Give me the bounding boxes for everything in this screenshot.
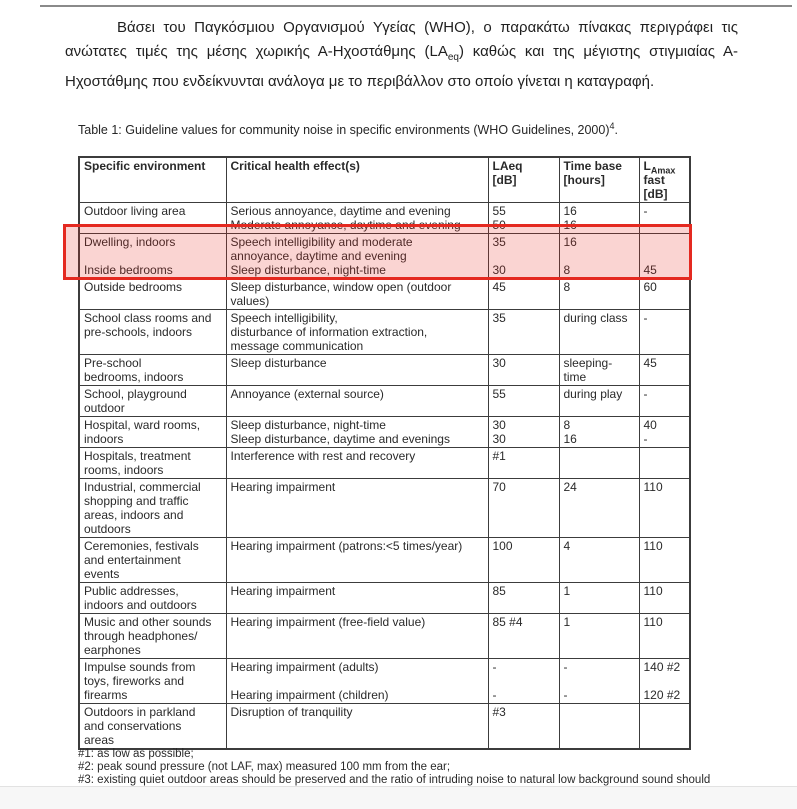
cell-line: Disruption of tranquility bbox=[230, 705, 353, 719]
cell-time bbox=[559, 704, 639, 750]
cell-line: toys, fireworks and bbox=[84, 674, 185, 688]
cell-line: firearms bbox=[84, 688, 128, 702]
table-row bbox=[79, 310, 690, 355]
cell-laeq bbox=[488, 614, 559, 659]
cell-line: 16 bbox=[563, 204, 577, 218]
table-row bbox=[79, 234, 690, 279]
cell-line: sleeping- bbox=[563, 356, 613, 370]
cell-line bbox=[644, 705, 686, 719]
cell-line: Hospitals, treatment bbox=[84, 449, 191, 463]
cell-line: - bbox=[563, 660, 568, 674]
cell-line: Dwelling, indoors bbox=[84, 235, 176, 249]
cell-line: shopping and traffic bbox=[84, 494, 189, 508]
cell-line: 35 bbox=[492, 235, 506, 249]
cell-time bbox=[559, 583, 639, 614]
cell-line: events bbox=[84, 567, 120, 581]
cell-env bbox=[79, 279, 226, 310]
cell-effect bbox=[226, 417, 488, 448]
intro-text-2: ) καθώς και της μέγιστης στιγμιαίας Α-Ηχοστάθμης που ενδείκνυνται ανάλογα με το περιβάλλον στο οποίο γίνεται η καταγραφή. bbox=[65, 43, 738, 90]
cell-line: 110 bbox=[643, 539, 663, 553]
cell-env bbox=[79, 417, 226, 448]
cell-env bbox=[79, 538, 226, 583]
cell-line: 120 #2 bbox=[643, 688, 681, 702]
cell-line: Outdoors in parkland bbox=[84, 705, 196, 719]
footnotes-block bbox=[78, 748, 710, 787]
table-row bbox=[79, 355, 690, 386]
cell-laeq bbox=[488, 417, 559, 448]
cell-laeq bbox=[488, 448, 559, 479]
cell-laeq bbox=[488, 279, 559, 310]
table-body bbox=[79, 203, 690, 750]
cell-laeq bbox=[488, 386, 559, 417]
cell-line: Ceremonies, festivals bbox=[84, 539, 199, 553]
cell-line: 70 bbox=[492, 480, 506, 494]
cell-line: 1 bbox=[563, 584, 571, 598]
cell-line: 55 bbox=[492, 387, 506, 401]
cell-effect bbox=[226, 583, 488, 614]
cell-line: earphones bbox=[84, 643, 141, 657]
cell-effect bbox=[226, 234, 488, 279]
cell-line: School class rooms and bbox=[84, 311, 212, 325]
table-row bbox=[79, 448, 690, 479]
cell-env bbox=[79, 479, 226, 538]
cell-time bbox=[559, 417, 639, 448]
cell-line: 30 bbox=[492, 263, 506, 277]
cell-line bbox=[493, 674, 555, 688]
cell-time bbox=[559, 448, 639, 479]
cell-line bbox=[84, 249, 222, 263]
cell-line: 50 bbox=[492, 218, 506, 232]
cell-line: Moderate annoyance, daytime and evening bbox=[230, 218, 461, 232]
cell-line bbox=[564, 249, 635, 263]
header-time-base: Time base [hours] bbox=[559, 157, 639, 203]
header-specific-environment: Specific environment bbox=[79, 157, 226, 203]
cell-effect bbox=[226, 355, 488, 386]
cell-line: 8 bbox=[563, 280, 571, 294]
cell-line: Sleep disturbance, daytime and evenings bbox=[230, 432, 450, 446]
cell-lamax bbox=[639, 448, 690, 479]
cell-line: School, playground bbox=[84, 387, 187, 401]
cell-line bbox=[644, 674, 686, 688]
cell-lamax bbox=[639, 386, 690, 417]
caption-text: Table 1: Guideline values for community noise in specific environments (WHO Guidelines, 2000) bbox=[78, 123, 610, 138]
cell-line: outdoor bbox=[84, 401, 125, 415]
cell-effect bbox=[226, 704, 488, 750]
cell-line: outdoors bbox=[84, 522, 131, 536]
cell-line: 60 bbox=[643, 280, 657, 294]
cell-line: 16 bbox=[563, 218, 577, 232]
cell-line: Hearing impairment (patrons:<5 times/year) bbox=[230, 539, 463, 553]
cell-line: Public addresses, bbox=[84, 584, 179, 598]
cell-line: indoors and outdoors bbox=[84, 598, 197, 612]
cell-line: Inside bedrooms bbox=[84, 263, 173, 277]
table-row bbox=[79, 479, 690, 538]
cell-line: pre-schools, indoors bbox=[84, 325, 193, 339]
cell-lamax bbox=[639, 279, 690, 310]
cell-line bbox=[564, 674, 635, 688]
cell-line: Serious annoyance, daytime and evening bbox=[230, 204, 451, 218]
cell-laeq bbox=[488, 355, 559, 386]
cell-line: areas, indoors and bbox=[84, 508, 184, 522]
cell-line: - bbox=[643, 204, 648, 218]
cell-line: - bbox=[563, 688, 568, 702]
cell-env bbox=[79, 234, 226, 279]
cell-lamax bbox=[639, 704, 690, 750]
footnote-3: #3: existing quiet outdoor areas should be preserved and the ratio of intruding noise to natural low background sound should bbox=[78, 774, 711, 786]
cell-line: Industrial, commercial bbox=[84, 480, 201, 494]
cell-line: - bbox=[643, 387, 648, 401]
cell-line: Sleep disturbance, window open (outdoor bbox=[230, 280, 452, 294]
header-laeq: LAeq [dB] bbox=[488, 157, 559, 203]
cell-line: - bbox=[492, 660, 497, 674]
intro-paragraph bbox=[65, 16, 738, 94]
cell-lamax bbox=[639, 479, 690, 538]
cell-line: Hospital, ward rooms, bbox=[84, 418, 201, 432]
cell-line: areas bbox=[84, 733, 115, 747]
cell-env bbox=[79, 614, 226, 659]
cell-line: Sleep disturbance bbox=[230, 356, 327, 370]
cell-line bbox=[644, 235, 686, 249]
footnote-2: #2: peak sound pressure (not LAF, max) measured 100 mm from the ear; bbox=[78, 761, 451, 773]
cell-line bbox=[644, 449, 686, 463]
cell-laeq bbox=[488, 310, 559, 355]
cell-line: 40 bbox=[643, 418, 657, 432]
cell-line: Sleep disturbance, night-time bbox=[230, 418, 386, 432]
cell-time bbox=[559, 234, 639, 279]
cell-line: 35 bbox=[492, 311, 506, 325]
table-row bbox=[79, 538, 690, 583]
cell-line: Pre-school bbox=[84, 356, 142, 370]
cell-env bbox=[79, 203, 226, 234]
cell-effect bbox=[226, 386, 488, 417]
cell-line bbox=[493, 249, 555, 263]
cell-line: 16 bbox=[563, 235, 577, 249]
table-caption bbox=[78, 121, 618, 137]
cell-effect bbox=[226, 310, 488, 355]
cell-line: - bbox=[643, 311, 648, 325]
cell-line: 45 bbox=[492, 280, 506, 294]
cell-line: values) bbox=[230, 294, 270, 308]
cell-line: 140 #2 bbox=[643, 660, 681, 674]
header-lamax: $L_{Amax}$ fast [dB] bbox=[639, 157, 690, 203]
cell-laeq bbox=[488, 234, 559, 279]
cell-time bbox=[559, 479, 639, 538]
cell-time bbox=[559, 310, 639, 355]
cell-line: 16 bbox=[563, 432, 577, 446]
cell-line: - bbox=[643, 432, 648, 446]
cell-line: 85 #4 bbox=[492, 615, 523, 629]
cell-line: indoors bbox=[84, 432, 124, 446]
cell-line: Outside bedrooms bbox=[84, 280, 183, 294]
cell-line: 1 bbox=[563, 615, 571, 629]
cell-lamax bbox=[639, 659, 690, 704]
cell-lamax bbox=[639, 614, 690, 659]
page-top-rule bbox=[40, 5, 792, 7]
table-row bbox=[79, 203, 690, 234]
noise-guideline-table bbox=[78, 156, 691, 750]
cell-line: Outdoor living area bbox=[84, 204, 186, 218]
table-header-row bbox=[79, 157, 690, 203]
cell-line: through headphones/ bbox=[84, 629, 198, 643]
cell-lamax bbox=[639, 310, 690, 355]
cell-env bbox=[79, 704, 226, 750]
table-row bbox=[79, 279, 690, 310]
cell-line: Hearing impairment (adults) bbox=[230, 660, 379, 674]
cell-line: annoyance, daytime and evening bbox=[230, 249, 407, 263]
table-row bbox=[79, 417, 690, 448]
cell-line: Music and other sounds bbox=[84, 615, 212, 629]
cell-line: 100 bbox=[492, 539, 513, 553]
cell-line: 110 bbox=[643, 615, 663, 629]
cell-line: and entertainment bbox=[84, 553, 181, 567]
cell-line: 24 bbox=[563, 480, 577, 494]
cell-line: Speech intelligibility and moderate bbox=[230, 235, 413, 249]
cell-line: 8 bbox=[563, 418, 571, 432]
cell-line bbox=[564, 449, 635, 463]
cell-laeq bbox=[488, 538, 559, 583]
cell-line: Annoyance (external source) bbox=[230, 387, 384, 401]
table-row bbox=[79, 659, 690, 704]
cell-line: 110 bbox=[643, 584, 663, 598]
cell-line: 110 bbox=[643, 480, 663, 494]
cell-line: 45 bbox=[643, 356, 657, 370]
cell-laeq bbox=[488, 704, 559, 750]
cell-laeq bbox=[488, 479, 559, 538]
footnote-1: #1: as low as possible; bbox=[78, 748, 194, 760]
table-row bbox=[79, 583, 690, 614]
cell-line: 8 bbox=[563, 263, 571, 277]
cell-time bbox=[559, 659, 639, 704]
cell-effect bbox=[226, 203, 488, 234]
cell-line: 85 bbox=[492, 584, 506, 598]
cell-env bbox=[79, 448, 226, 479]
cell-line: Sleep disturbance, night-time bbox=[230, 263, 386, 277]
cell-line: rooms, indoors bbox=[84, 463, 164, 477]
cell-line: 55 bbox=[492, 204, 506, 218]
cell-line: during class bbox=[563, 311, 628, 325]
cell-env bbox=[79, 355, 226, 386]
cell-line bbox=[564, 705, 635, 719]
cell-lamax bbox=[639, 417, 690, 448]
cell-laeq bbox=[488, 203, 559, 234]
cell-line: time bbox=[563, 370, 587, 384]
cell-effect bbox=[226, 279, 488, 310]
intro-text-1: Βάσει του Παγκόσμιου Οργανισμού Υγείας (WHO), ο παρακάτω πίνακας περιγράφει τις ανώτατες τιμές της μέσης χωρικής Α-Ηχοστάθμης (LA bbox=[65, 19, 738, 60]
cell-line: 4 bbox=[563, 539, 571, 553]
cell-env bbox=[79, 583, 226, 614]
cell-lamax bbox=[639, 355, 690, 386]
header-critical-health-effects: Critical health effect(s) bbox=[226, 157, 488, 203]
cell-time bbox=[559, 203, 639, 234]
cell-line: Speech intelligibility, bbox=[230, 311, 338, 325]
table-row bbox=[79, 704, 690, 750]
caption-period: . bbox=[614, 123, 618, 138]
cell-lamax bbox=[639, 203, 690, 234]
cell-line bbox=[644, 249, 686, 263]
cell-line: message communication bbox=[230, 339, 364, 353]
cell-line: Hearing impairment bbox=[230, 584, 336, 598]
cell-env bbox=[79, 310, 226, 355]
cell-line: and conservations bbox=[84, 719, 182, 733]
cell-line: bedrooms, indoors bbox=[84, 370, 184, 384]
table-row bbox=[79, 386, 690, 417]
cell-effect bbox=[226, 448, 488, 479]
cell-line: - bbox=[492, 688, 497, 702]
cell-lamax bbox=[639, 538, 690, 583]
cell-lamax bbox=[639, 583, 690, 614]
cell-line: Hearing impairment (children) bbox=[230, 688, 389, 702]
cell-line: 30 bbox=[492, 432, 506, 446]
cell-line: during play bbox=[563, 387, 623, 401]
cell-effect bbox=[226, 479, 488, 538]
cell-line: 30 bbox=[492, 356, 506, 370]
cell-line: #1 bbox=[492, 449, 506, 463]
cell-line: #3 bbox=[492, 705, 506, 719]
cell-line: 45 bbox=[643, 263, 657, 277]
laeq-subscript: eq bbox=[447, 52, 459, 63]
cell-effect bbox=[226, 614, 488, 659]
cell-laeq bbox=[488, 659, 559, 704]
cell-time bbox=[559, 538, 639, 583]
cell-time bbox=[559, 386, 639, 417]
cell-env bbox=[79, 386, 226, 417]
cell-time bbox=[559, 355, 639, 386]
cell-line bbox=[231, 674, 484, 688]
cell-line: disturbance of information extraction, bbox=[230, 325, 428, 339]
caption-superscript: 4 bbox=[609, 121, 615, 131]
cell-line: Interference with rest and recovery bbox=[230, 449, 416, 463]
cell-laeq bbox=[488, 583, 559, 614]
cell-lamax bbox=[639, 234, 690, 279]
cell-effect bbox=[226, 538, 488, 583]
cell-effect bbox=[226, 659, 488, 704]
viewport-bottom-strip bbox=[0, 786, 797, 809]
cell-time bbox=[559, 279, 639, 310]
cell-env bbox=[79, 659, 226, 704]
cell-line: Hearing impairment (free-field value) bbox=[230, 615, 426, 629]
cell-line: Impulse sounds from bbox=[84, 660, 196, 674]
cell-line: 30 bbox=[492, 418, 506, 432]
cell-time bbox=[559, 614, 639, 659]
table-row bbox=[79, 614, 690, 659]
cell-line: Hearing impairment bbox=[230, 480, 336, 494]
